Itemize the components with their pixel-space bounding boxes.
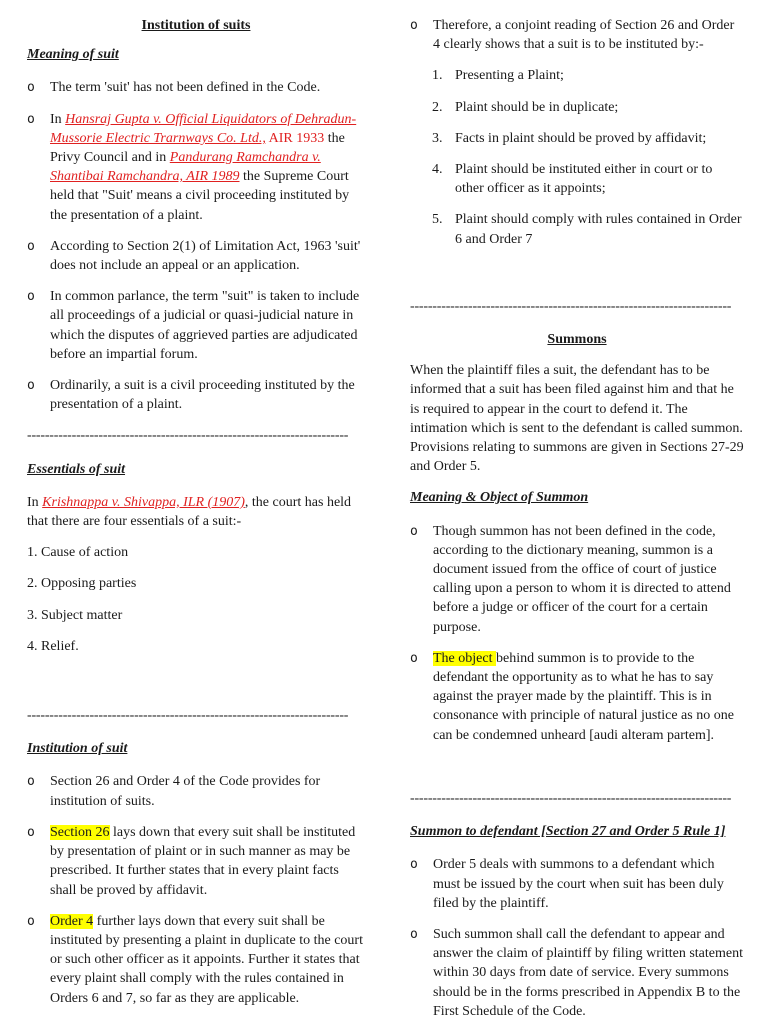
divider: ------------------------------------------------------------------------ [410,298,732,314]
list-item: o Section 26 and Order 4 of the Code provides for institution of suits. [27,772,365,810]
list-item: o Such summon shall call the defendant to appear and answer the claim of plaintiff by filing written statement within 30 days from date of service. Every summons should be in the forms prescribed in Appendix B to the First Schedule of the Code. [410,925,744,1021]
list-item: o In Hansraj Gupta v. Official Liquidators of Dehradun-Mussorie Electric Trarnways Co. Ltd., AIR 1933 the Privy Council and in Pandurang Ramchandra v. Shantibai Ramchandra, AIR 1989 the Supreme Court held that "Suit' means a civil proceeding instituted by the presentation of a plaint. [27,110,365,225]
list-item: o Order 5 deals with summons to a defendant which must be issued by the court when suit has been duly filed by the plaintiff. [410,855,744,913]
list-item: o In common parlance, the term "suit" is taken to include all proceedings of a judicial or quasi-judicial nature in which the disputes of aggrieved parties are adjudicated before an impartial forum. [27,287,365,364]
heading-meaning-of-suit: Meaning of suit [27,47,119,63]
list-item: o Therefore, a conjoint reading of Section 26 and Order 4 clearly shows that a suit is to be instituted by:- [410,16,744,54]
case-link-krishnappa[interactable]: Krishnappa v. Shivappa, ILR (1907) [42,494,245,510]
essentials-intro: In Krishnappa v. Shivappa, ILR (1907), the court has held that there are four essentials of a suit:- [27,494,352,530]
list-item: o According to Section 2(1) of Limitation Act, 1963 'suit' does not include an appeal or an application. [27,237,365,275]
left-column [27,16,365,1020]
case-link-pandurang[interactable]: Pandurang Ramchandra v. Shantibai Ramchandra, AIR 1989 [50,150,321,185]
step-item: 4. Plaint should be instituted either in court or to other officer as it appoints; [432,162,713,197]
essential-item: 1. Cause of action [27,545,129,561]
list-item: o Ordinarily, a suit is a civil proceeding instituted by the presentation of a plaint. [27,376,365,414]
institution-list [27,772,365,1007]
meaning-of-suit-list [27,78,365,414]
essential-item: 3. Subject matter [27,607,123,623]
summon-defendant-list [410,855,744,1021]
right-column [410,16,744,1033]
heading-meaning-object-summon: Meaning & Object of Summon [410,490,589,506]
list-item: o The object behind summon is to provide to the defendant the opportunity as to what he has to say against the prayer made by the plaintiff. This is in consonance with principle of natural justice as no one can be condemned unheard [audi alteram partem]. [410,649,744,745]
case-link-hansraj-gupta[interactable]: Hansraj Gupta v. Official Liquidators of Dehradun-Mussorie Electric Trarnways Co. Ltd., [50,111,357,146]
step-item: 1. Presenting a Plaint; [432,68,564,84]
divider: ------------------------------------------------------------------------ [410,790,732,806]
list-item: o Order 4 further lays down that every suit shall be instituted by presenting a plaint in duplicate to the court or such other officer as it appoints. Further it states that every plaint shall comply with the rules contained in Orders 6 and 7, so far as they are applicable. [27,912,365,1008]
essential-item: 4. Relief. [27,638,79,654]
page-title: Institution of suits [141,18,251,33]
institution-steps [432,66,744,248]
highlight-order-4: Order 4 [50,913,94,929]
step-item: 2. Plaint should be in duplicate; [432,99,619,115]
highlight-section-26: Section 26 [50,824,110,840]
divider: ------------------------------------------------------------------------ [27,428,349,444]
heading-institution-of-suit: Institution of suit [27,741,128,757]
summons-intro: When the plaintiff files a suit, the defendant has to be informed that a suit has been filed against him and that he is required to appear in the court to defend it. The intimation which is sent to the defendant is called summon. Provisions relating to summons are given in Sections 27-29 and Order 5. [410,363,744,475]
list-item: o Section 26 lays down that every suit shall be instituted by presentation of plaint or in such manner as may be prescribed. It further states that in every plaint facts shall be proved by affidavit. [27,823,365,900]
list-item: o The term 'suit' has not been defined in the Code. [27,78,365,97]
step-item: 3. Facts in plaint should be proved by affidavit; [432,130,707,146]
list-item: o Though summon has not been defined in the code, according to the dictionary meaning, summon is a document issued from the office of court of justice calling upon a person to whom it is directed to attend before a judge or officer of the court for a certain purpose. [410,522,744,637]
step-item: 5. Plaint should comply with rules contained in Order 6 and Order 7 [432,212,742,247]
citation-air-1933: AIR 1933 [265,130,325,146]
heading-summon-to-defendant: Summon to defendant [Section 27 and Order 5 Rule 1] [410,824,726,840]
summon-meaning-list [410,522,744,745]
heading-essentials-of-suit: Essentials of suit [27,461,126,477]
divider: ------------------------------------------------------------------------ [27,708,349,724]
conjoint-list [410,16,744,54]
essential-item: 2. Opposing parties [27,576,137,592]
summons-title: Summons [547,332,607,348]
highlight-the-object: The object [433,650,496,666]
